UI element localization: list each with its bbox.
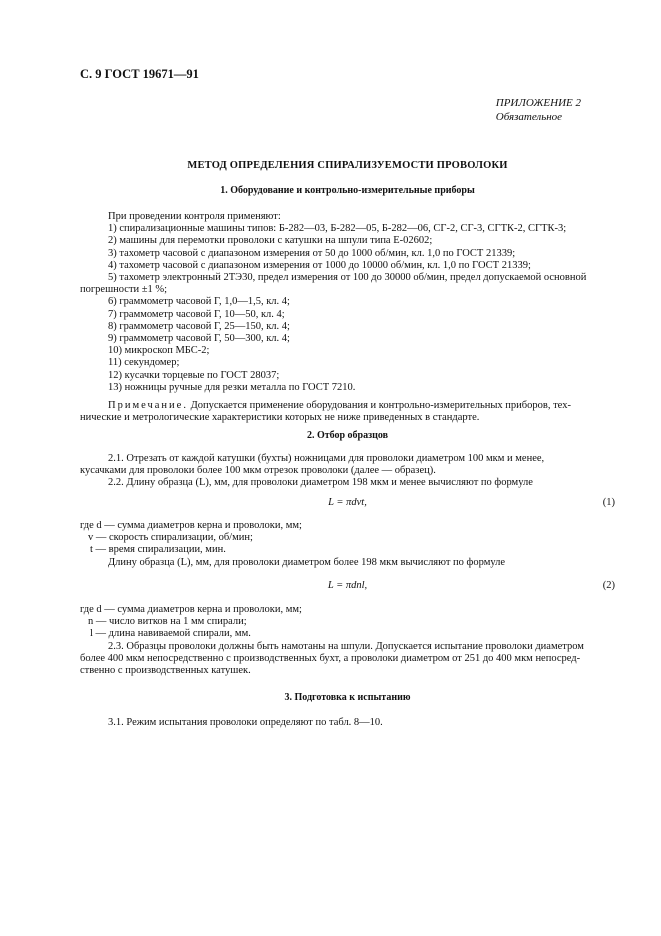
section-3-title: 3. Подготовка к испытанию: [284, 692, 411, 703]
section-2-body: [80, 453, 615, 490]
appendix-subtitle: Обязательное: [495, 111, 563, 123]
equation-number-1: (1): [602, 497, 615, 508]
paragraph-2-2: 2.2. Длину образца (L), мм, для проволоки диаметром 198 мкм и менее вычисляют по формуле: [108, 477, 533, 489]
paragraph-2-3-continuation: ственно с производственных катушек.: [80, 665, 251, 677]
page-header: С. 9 ГОСТ 19671—91: [80, 67, 199, 81]
list-item: 11) секундомер;: [108, 357, 180, 369]
note: [80, 400, 615, 412]
where-line: n — число витков на 1 мм спирали;: [88, 616, 247, 628]
section-1-title: 1. Оборудование и контрольно-измерительные приборы: [220, 185, 475, 196]
appendix-title: ПРИЛОЖЕНИЕ 2: [495, 97, 581, 109]
appendix-label: [496, 96, 581, 124]
paragraph-2-2b: Длину образца (L), мм, для проволоки диаметром более 198 мкм вычисляют по формуле: [108, 556, 506, 568]
list-item: 8) граммометр часовой Г, 25—150, кл. 4;: [108, 320, 290, 332]
paragraph-2-1-continuation: кусачками для проволоки более 100 мкм отрезок проволоки (далее — образец).: [80, 465, 436, 477]
list-item: 6) граммометр часовой Г, 1,0—1,5, кл. 4;: [108, 296, 290, 308]
where-line: где d — сумма диаметров керна и проволоки, мм;: [80, 604, 302, 615]
formula-1: L = πdvt,: [328, 497, 367, 508]
paragraph-2-3: 2.3. Образцы проволоки должны быть намотаны на шпули. Допускается испытание проволоки диаметром: [108, 640, 584, 652]
paragraph-2-3-continuation: более 400 мкм непосредственно с производственных бухт, а проволоки диаметром от 251 до 400 мкм непосред-: [80, 652, 581, 664]
note-continuation: нические и метрологические характеристики которых не ниже приведенных в стандарте.: [80, 412, 480, 424]
list-item: 12) кусачки торцевые по ГОСТ 28037;: [108, 369, 280, 381]
list-item: 5) тахометр электронный 2ТЭ30, предел измерения от 100 до 30000 об/мин, предел допускаемой основной: [108, 272, 587, 284]
note-label: Примечание.: [108, 400, 188, 412]
list-item: 3) тахометр часовой с диапазоном измерения от 50 до 1000 об/мин, кл. 1,0 по ГОСТ 21339;: [108, 247, 516, 259]
list-item: 1) спирализационные машины типов: Б-282—03, Б-282—05, Б-282—06, СГ-2, СГ-3, СГТК-2, СГТК-3;: [108, 223, 567, 235]
list-item: 2) машины для перемотки проволоки с катушки на шпули типа Е-02602;: [108, 235, 433, 247]
list-item: 10) микроскоп МБС-2;: [108, 345, 210, 357]
list-item: 4) тахометр часовой с диапазоном измерения от 1000 до 10000 об/мин, кл. 1,0 по ГОСТ 21339;: [108, 259, 531, 271]
document-title: МЕТОД ОПРЕДЕЛЕНИЯ СПИРАЛИЗУЕМОСТИ ПРОВОЛОКИ: [187, 160, 508, 171]
section-2-title: 2. Отбор образцов: [306, 430, 389, 441]
where-block-2: [80, 604, 615, 677]
where-line: v — скорость спирализации, об/мин;: [88, 532, 253, 544]
equation-number-2: (2): [602, 580, 615, 591]
section-1-intro: При проведении контроля применяют:: [108, 211, 281, 222]
paragraph-2-1: 2.1. Отрезать от каждой катушки (бухты) ножницами для проволоки диаметром 100 мкм и менее,: [108, 453, 545, 464]
note-text: Допускается применение оборудования и контрольно-измерительных приборов, тех-: [187, 400, 571, 412]
list-item-continuation: погрешности ±1 %;: [80, 284, 168, 296]
where-block-1: [80, 520, 615, 569]
formula-2-row: [80, 580, 615, 594]
section-3-body: [80, 717, 615, 729]
paragraph-3-1: 3.1. Режим испытания проволоки определяют по табл. 8—10.: [108, 717, 383, 728]
list-item: 13) ножницы ручные для резки металла по ГОСТ 7210.: [108, 381, 356, 393]
formula-2: L = πdnl,: [327, 580, 368, 591]
where-line: где d — сумма диаметров керна и проволоки, мм;: [80, 520, 302, 531]
where-line: l — длина навиваемой спирали, мм.: [90, 628, 251, 640]
where-line: t — время спирализации, мин.: [90, 544, 226, 556]
list-item: 9) граммометр часовой Г, 50—300, кл. 4;: [108, 333, 290, 345]
section-1-body: [80, 211, 615, 424]
formula-1-row: [80, 497, 615, 511]
list-item: 7) граммометр часовой Г, 10—50, кл. 4;: [108, 308, 285, 320]
